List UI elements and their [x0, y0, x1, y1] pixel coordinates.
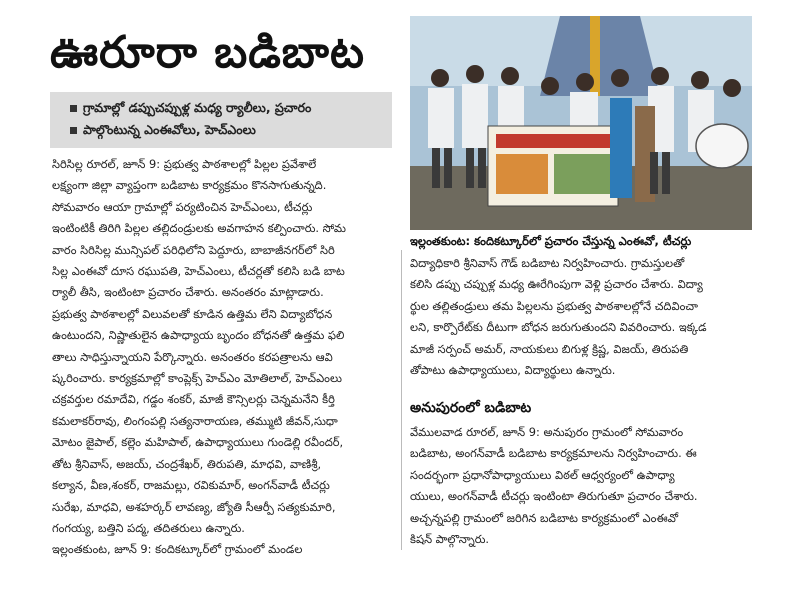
article-line: ఇల్లంతకుంట, జూన్ 9: కందికట్కూర్‌లో గ్రామంలో మండల: [52, 542, 303, 557]
subheading-box: [50, 92, 392, 148]
article-line: ష్కరించారు. కార్యక్రమాల్లో కాంప్లెక్స్ హెచ్‌ఎం మోతిలాల్, హెచ్‌ఎంలు: [52, 371, 342, 386]
article-line: తోట శ్రీనివాస్, అజయ్, చంద్రశేఖర్, తిరుపతి, మాధవి, వాణిశ్రీ,: [52, 456, 322, 471]
article-line: సందర్భంగా ప్రధానోపాధ్యాయులు విఠల్ ఆధ్వర్యంలో ఉపాధ్యా: [410, 467, 675, 482]
article-line: కమలాకర్‌రావు, లింగంపల్లి సత్యనారాయణ, తమ్ముటి జీవన్,సుధా: [52, 413, 338, 428]
left-article-column: [52, 154, 394, 561]
news-photo: [410, 16, 752, 230]
article-line: వారం సిరిసిల్ల మున్సిపల్ పరిధిలోని పెద్దూరు, బాబాజీనగర్‌లో సిరి: [52, 242, 335, 257]
article-line: లక్ష్యంగా జిల్లా వ్యాప్తంగా బడిబాట కార్యక్రమం కొనసాగుతున్నది.: [52, 178, 327, 193]
article-line: ఇంటింటికీ తిరిగి పిల్లల తల్లిదండ్రులకు అవగాహన కల్పించారు. సోమ: [52, 221, 346, 236]
headline: ఊరూరా బడిబాట: [50, 27, 365, 78]
right-article-column-top: [410, 253, 755, 381]
article-line: ఉంటుందని, నిష్ణాతులైన ఉపాధ్యాయ బృందం బోధనతో ఉత్తమ ఫలి: [52, 328, 345, 343]
article-line: సిరిసిల్ల రూరల్, జూన్ 9: ప్రభుత్వ పాఠశాలల్లో పిల్లల ప్రవేశాలే: [52, 157, 317, 171]
article-line: బడిబాట, అంగన్‌వాడీ బడిబాట కార్యక్రమాలను నిర్వహించారు. ఈ: [410, 446, 697, 461]
article-line: లని, కార్పొరేట్‌కు దీటుగా బోధన జరుగుతుందని వివరించారు. ఇక్కడ: [410, 320, 707, 335]
section-heading: అనుపురంలో బడిబాట: [410, 400, 532, 416]
subheading-text: పాల్గొంటున్న ఎంఈవోలు, హెచ్‌ఎంలు: [83, 122, 256, 137]
bullet-icon: [70, 105, 77, 112]
right-article-column-bottom: [410, 422, 755, 550]
subheading-1: [70, 100, 311, 119]
article-line: కల్యాన, వీణ,శంకర్, రాజమల్లు, రవికుమార్, అంగన్‌వాడీ టీచర్లు: [52, 478, 330, 493]
subheading-text: గ్రామాల్లో డప్పుచప్పుళ్ల మధ్య ర్యాలీలు, ప్రచారం: [83, 100, 312, 115]
article-line: కిషన్ పాల్గొన్నారు.: [410, 532, 490, 547]
article-line: చక్రవర్తుల రమాదేవి, గడ్డం శంకర్, మాజీ కౌన్సిలర్లు చెన్నమనేని కీర్తి: [52, 392, 335, 407]
article-line: వేములవాడ రూరల్, జూన్ 9: అనుపురం గ్రామంలో సోమవారం: [410, 425, 684, 439]
article-line: కలిసి డప్పు చప్పుళ్ల మధ్య ఊరేగింపుగా వెళ్లి ప్రచారం చేశారు. విద్యా: [410, 277, 703, 292]
photo-caption: ఇల్లంతకుంట: కందికట్కూర్‌లో ప్రచారం చేస్తున్న ఎంఈవో, టీచర్లు: [410, 234, 692, 248]
article-line: విద్యాధికారి శ్రీనివాస్ గౌడ్ బడిబాట నిర్వహించారు. గ్రామస్తులతో: [410, 256, 685, 270]
rally-photo-illustration: [410, 16, 752, 230]
article-line: అచ్చన్నపల్లి గ్రామంలో జరిగిన బడిబాట కార్యక్రమంలో ఎంఈవో: [410, 510, 679, 525]
article-line: సురేఖ, మాధవి, అశహర్కర్ లావణ్య, జ్యోతి సీఆర్పీ సత్యకుమారి,: [52, 499, 336, 514]
article-line: మోటం జైపాల్, కల్లెం మహిపాల్, ఉపాధ్యాయులు గుండెల్లి రవీందర్,: [52, 435, 344, 450]
article-line: ర్థుల తల్లితండ్రులు తమ పిల్లలను ప్రభుత్వ పాఠశాలల్లోనే చదివించా: [410, 298, 698, 313]
article-line: మాజీ సర్పంచ్ అమర్, నాయకులు బిగుళ్ల క్రిష్ణ, విజయ్, తిరుపతి: [410, 341, 689, 356]
article-line: తాలు సాధిస్తున్నాయని పేర్కొన్నారు. అనంతరం కరపత్రాలను ఆవి: [52, 349, 333, 364]
bullet-icon: [70, 127, 77, 134]
subheading-2: [70, 122, 256, 141]
article-line: ప్రభుత్వ పాఠశాలల్లో విలువలతో కూడిన ఉత్తిమ లేని విద్యాబోధన: [52, 306, 333, 321]
article-line: తోపాటు ఉపాధ్యాయులు, విద్యార్థులు ఉన్నారు.: [410, 363, 616, 378]
column-divider: [401, 250, 402, 550]
article-line: ర్యాలీ తీసి, ఇంటింటా ప్రచారం చేశారు. అనంతరం మాట్లాడారు.: [52, 285, 324, 300]
article-line: యులు, అంగన్‌వాడీ టీచర్లు ఇంటింటా తిరుగుతూ ప్రచారం చేశారు.: [410, 489, 698, 504]
article-line: సిల్ల ఎంఈవో దూస రఘుపతి, హెచ్‌ఎంలు, టీచర్లతో కలిసి బడి బాట: [52, 264, 345, 279]
article-line: సోమవారం ఆయా గ్రామాల్లో పర్యటించిన హెచ్‌ఎంలు, టీచర్లు: [52, 199, 313, 214]
article-line: గంగయ్య, బత్తిని పద్మ, తదితరులు ఉన్నారు.: [52, 520, 245, 535]
